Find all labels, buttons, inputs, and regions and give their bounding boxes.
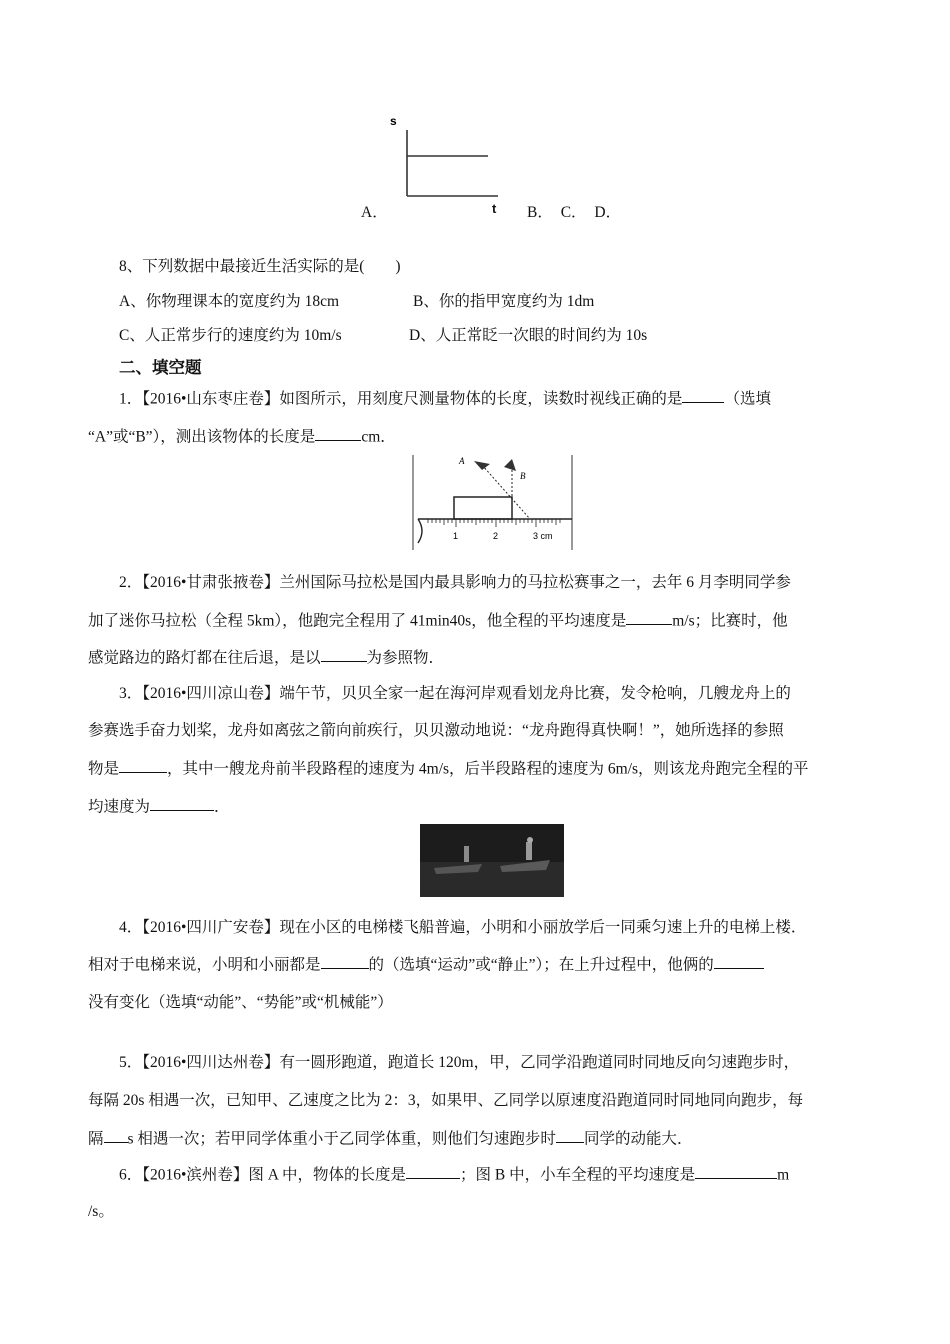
- fill-6-line-1: [119, 1162, 789, 1184]
- photo-figure-2: [526, 842, 532, 860]
- fill-5-line-1: 5．【2016•四川达州卷】有一圆形跑道，跑道长 120m，甲，乙同学沿跑道同时同地反向匀速跑步时，: [119, 1054, 800, 1071]
- eye-a-label: A: [459, 456, 465, 466]
- fill-6-blank-1[interactable]: [406, 1162, 460, 1179]
- option-a-graph: [380, 108, 510, 218]
- fill-1-text-c: “A”或“B”），测出该物体的长度是: [88, 428, 316, 446]
- fill-1-blank-2[interactable]: [315, 424, 361, 441]
- fill-3-line-4: [88, 794, 230, 816]
- fill-6-blank-2[interactable]: [695, 1162, 777, 1179]
- fill-2-text-c: 感觉路边的路灯都在往后退，是以: [88, 649, 321, 667]
- ruler-tick-label-3: 3 cm: [533, 531, 553, 541]
- fill-4-text-a: 相对于电梯来说，小明和小丽都是: [88, 956, 321, 974]
- fill-2-line-1: 2．【2016•甘肃张掖卷】兰州国际马拉松是国内最具影响力的马拉松赛事之一，去年 6 月李明同学参: [119, 574, 791, 591]
- fill-5-blank-2[interactable]: [556, 1126, 584, 1143]
- fill-5-blank-1[interactable]: [104, 1126, 128, 1143]
- fill-2-line-2: [88, 608, 788, 630]
- fill-3-line-3: [88, 756, 809, 778]
- fill-4-line-1: 4．【2016•四川广安卷】现在小区的电梯楼飞船普遍，小明和小丽放学后一同乘匀速上升的电梯上楼．: [119, 919, 807, 936]
- question-8-option-c: C、人正常步行的速度约为 10m/s: [119, 327, 342, 344]
- fill-1-text-a: 1．【2016•山东枣庄卷】如图所示，用刻度尺测量物体的长度，读数时视线正确的是: [119, 390, 683, 408]
- photo-figure-3: [527, 837, 533, 843]
- eye-b-icon: [504, 459, 516, 471]
- fill-3-blank-1[interactable]: [119, 756, 167, 773]
- other-options: B． C． D．: [527, 204, 622, 221]
- fill-1-blank-1[interactable]: [682, 386, 724, 403]
- fill-2-line-3: [88, 645, 444, 667]
- ruler-tick-label-2: 2: [493, 531, 499, 541]
- fill-2-text-b: m/s；比赛时，他: [672, 612, 788, 630]
- fill-5-line-2: 每隔 20s 相遇一次，已知甲、乙速度之比为 2：3，如果甲、乙同学以原速度沿跑道同时同地同向跑步，每: [88, 1092, 804, 1109]
- fill-2-blank-1[interactable]: [626, 608, 672, 625]
- question-8-option-d: D、人正常眨一次眼的时间约为 10s: [409, 327, 648, 344]
- option-a-label: A．: [361, 204, 388, 221]
- ruler-tick-label-1: 1: [453, 531, 459, 541]
- section-fill-blank-heading: 二、填空题: [119, 358, 202, 377]
- fill-5-text-c: 同学的动能大．: [583, 1130, 693, 1148]
- fill-4-blank-2[interactable]: [714, 952, 764, 969]
- fill-3-line-1: 3．【2016•四川凉山卷】端午节，贝贝全家一起在海河岸观看划龙舟比赛，发令枪响，几艘龙舟上的: [119, 685, 791, 702]
- eye-b-label: B: [520, 471, 526, 481]
- fill-5-text-a: 隔: [88, 1130, 104, 1148]
- fill-4-line-3: 没有变化（选填“动能”、“势能”或“机械能”）: [88, 994, 393, 1011]
- fill-3-text-d: ．: [214, 798, 230, 816]
- ruler-ticks: [428, 519, 560, 527]
- fill-3-text-a: 物是: [88, 760, 120, 778]
- measured-object: [454, 497, 512, 519]
- fill-1-line-1: [119, 386, 771, 408]
- photo-figure-1: [464, 846, 469, 862]
- ruler-figure: [412, 455, 574, 550]
- fill-6-text-a: 6．【2016•滨州卷】图 A 中，物体的长度是: [119, 1166, 407, 1184]
- dragon-boat-photo: [420, 824, 564, 897]
- fill-1-text-d: cm．: [361, 428, 396, 446]
- fill-6-text-b: ；图 B 中，小车全程的平均速度是: [460, 1166, 696, 1184]
- question-8-option-a: A、你物理课本的宽度约为 18cm: [119, 293, 340, 310]
- fill-3-line-2: 参赛选手奋力划桨，龙舟如离弦之箭向前疾行，贝贝激动地说：“龙舟跑得真快啊！”，她所选择的参照: [88, 722, 784, 739]
- fill-2-text-d: 为参照物．: [366, 649, 445, 667]
- fill-4-blank-1[interactable]: [321, 952, 369, 969]
- fill-2-text-a: 加了迷你马拉松（全程 5km），他跑完全程用了 41min40s，他全程的平均速度是: [88, 612, 627, 630]
- fill-3-text-b: ，其中一艘龙舟前半段路程的速度为 4m/s，后半段路程的速度为 6m/s，则该龙舟跑完全程的平: [167, 760, 809, 778]
- fill-5-text-b: s 相遇一次；若甲同学体重小于乙同学体重，则他们匀速跑步时: [127, 1130, 556, 1148]
- fill-4-line-2: [88, 952, 764, 974]
- fill-3-text-c: 均速度为: [88, 798, 151, 816]
- question-8-stem: 8、下列数据中最接近生活实际的是( ): [119, 258, 401, 275]
- fill-3-blank-2[interactable]: [150, 794, 214, 811]
- graph-axis-x-label: t: [492, 201, 497, 216]
- graph-axis-y-label: s: [390, 114, 397, 128]
- question-8-option-b: B、你的指甲宽度约为 1dm: [413, 293, 595, 310]
- fill-6-text-c: m: [777, 1166, 790, 1184]
- eye-a-icon: [474, 461, 490, 470]
- fill-2-blank-2[interactable]: [321, 645, 367, 662]
- fill-1-text-b: （选填: [724, 390, 771, 408]
- fill-5-line-3: [88, 1126, 692, 1148]
- fill-6-line-2: /s。: [88, 1203, 114, 1220]
- fill-1-line-2: [88, 424, 396, 446]
- fill-4-text-b: 的（选填“运动”或“静止”）；在上升过程中，他俩的: [368, 956, 714, 974]
